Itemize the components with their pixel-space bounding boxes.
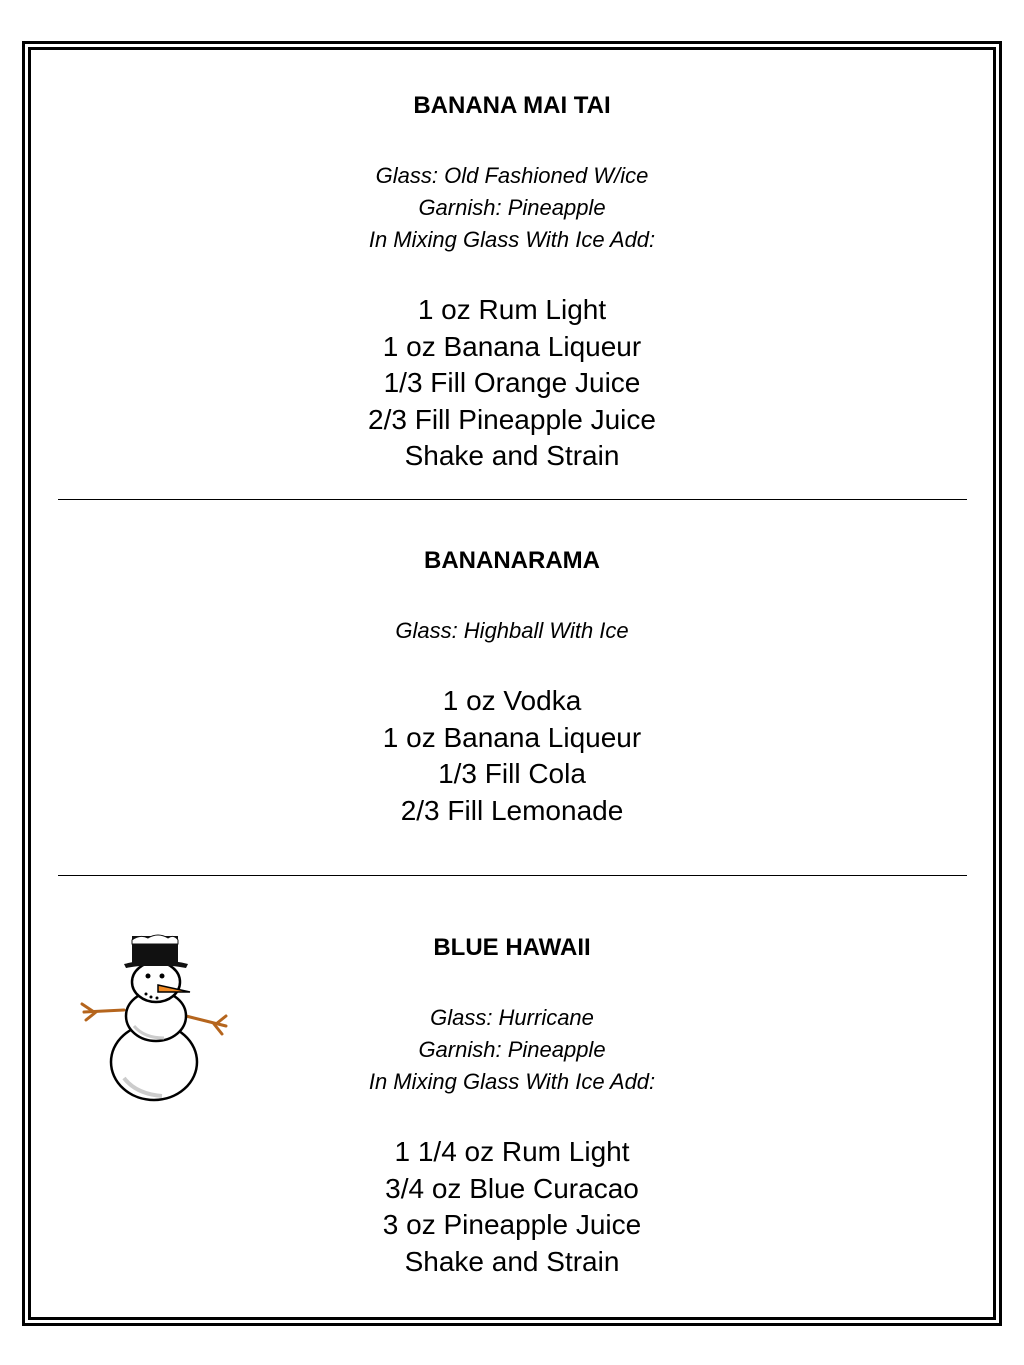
snowman-icon <box>76 928 236 1108</box>
ingredient-item: 2/3 Fill Lemonade <box>400 794 624 826</box>
ingredient-item: 1/3 Fill Orange Juice <box>383 367 641 398</box>
ingredient-item: 1 oz Vodka <box>442 685 582 716</box>
section-divider <box>58 875 967 876</box>
ingredient-item: Shake and Strain <box>404 440 620 471</box>
recipe-bananarama <box>58 547 966 829</box>
recipe-info <box>58 615 966 647</box>
garnish-info: Garnish: Pineapple <box>418 195 606 220</box>
glass-info: Glass: Hurricane <box>430 1005 594 1030</box>
ingredient-item: 2/3 Fill Pineapple Juice <box>368 403 656 435</box>
ingredient-item: 1 oz Banana Liqueur <box>382 721 642 753</box>
recipe-title: BLUE HAWAII <box>433 934 591 961</box>
method-info: In Mixing Glass With Ice Add: <box>368 227 656 252</box>
ingredient-item: 1/3 Fill Cola <box>438 758 586 789</box>
recipe-info <box>58 160 966 256</box>
section-divider <box>58 499 967 500</box>
ingredient-list <box>58 292 966 475</box>
recipe-title: BANANA MAI TAI <box>413 92 611 119</box>
ingredient-list <box>58 1134 966 1280</box>
recipe-banana-mai-tai <box>58 92 966 475</box>
glass-info: Glass: Old Fashioned W/ice <box>375 163 649 188</box>
ingredient-item: 3/4 oz Blue Curacao <box>385 1172 639 1204</box>
ingredient-item: Shake and Strain <box>404 1245 620 1277</box>
glass-info: Glass: Highball With Ice <box>395 618 629 643</box>
ingredient-item: 1 oz Rum Light <box>417 294 607 325</box>
recipe-title: BANANARAMA <box>424 547 600 574</box>
ingredient-item: 1 oz Banana Liqueur <box>382 330 642 362</box>
ingredient-list <box>58 683 966 829</box>
method-info: In Mixing Glass With Ice Add: <box>368 1069 656 1094</box>
ingredient-item: 3 oz Pineapple Juice <box>382 1209 642 1240</box>
ingredient-item: 1 1/4 oz Rum Light <box>394 1136 630 1167</box>
garnish-info: Garnish: Pineapple <box>418 1037 606 1062</box>
